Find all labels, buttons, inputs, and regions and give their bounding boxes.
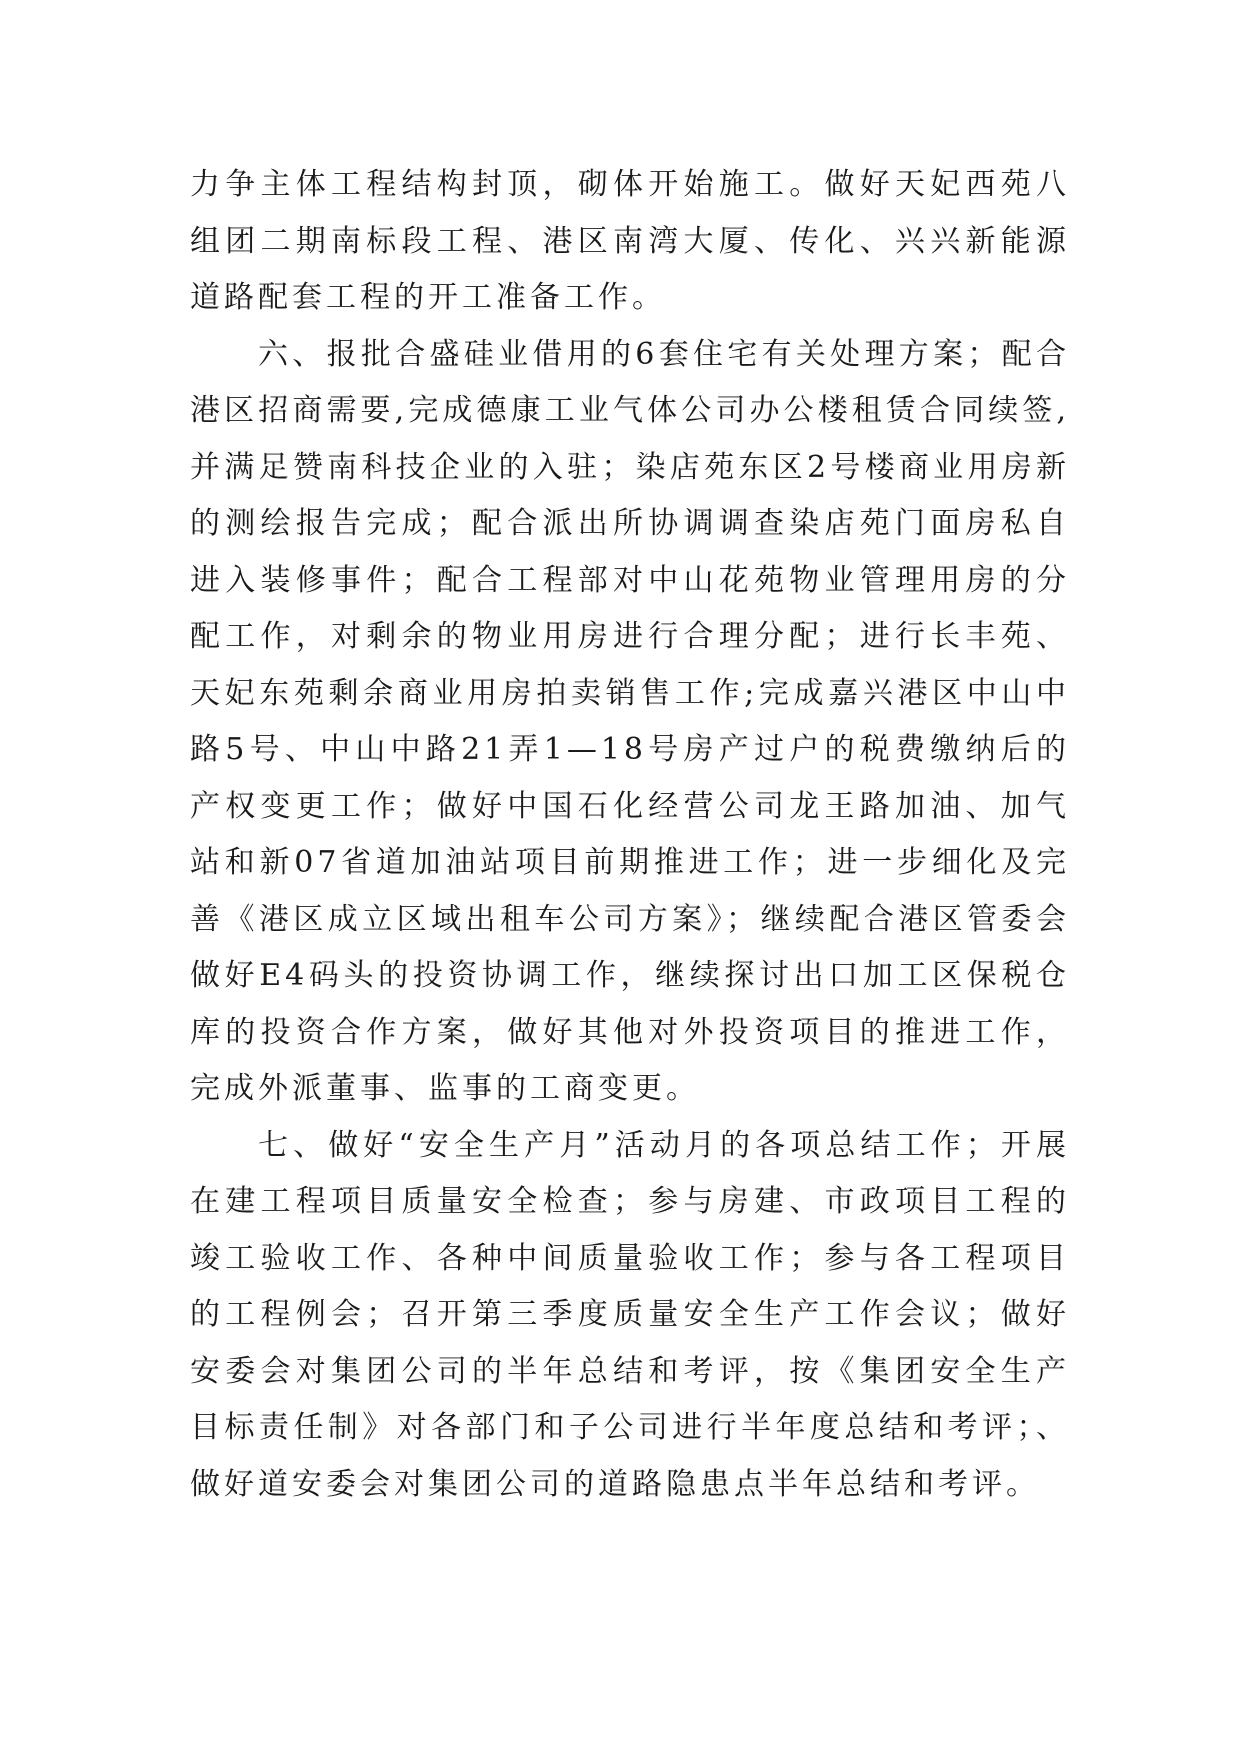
paragraph-section-6: 六、报批合盛硅业借用的6套住宅有关处理方案；配合港区招商需要,完成德康工业气体公司办公楼租赁合同续签,并满足赞南科技企业的入驻；染店苑东区2号楼商业用房新的测绘报告完成；配合派出所协调调查染店苑门面房私自进入装修事件；配合工程部对中山花苑物业管理用房的分配工作，对剩余的物业用房进行合理分配；进行长丰苑、天妃东苑剩余商业用房拍卖销售工作;完成嘉兴港区中山中路5号、中山中路21弄1—18号房产过户的税费缴纳后的产权变更工作；做好中国石化经营公司龙王路加油、加气站和新07省道加油站项目前期推进工作；进一步细化及完善《港区成立区域出租车公司方案》；继续配合港区管委会做好E4码头的投资协调工作，继续探讨出口加工区保税仓库的投资合作方案，做好其他对外投资项目的推进工作，完成外派董事、监事的工商变更。 (190, 336, 1070, 1106)
paragraph-continuation: 力争主体工程结构封顶，砌体开始施工。做好天妃西苑八组团二期南标段工程、港区南湾大厦、传化、兴兴新能源道路配套工程的开工准备工作。 (190, 167, 1070, 315)
document-body (190, 157, 1070, 1513)
paragraph-section-7: 七、做好“安全生产月”活动月的各项总结工作；开展在建工程项目质量安全检查；参与房建、市政项目工程的竣工验收工作、各种中间质量验收工作；参与各工程项目的工程例会；召开第三季度质量安全生产工作会议；做好安委会对集团公司的半年总结和考评，按《集团安全生产目标责任制》对各部门和子公司进行半年度总结和考评；、做好道安委会对集团公司的道路隐患点半年总结和考评。 (190, 1127, 1070, 1502)
